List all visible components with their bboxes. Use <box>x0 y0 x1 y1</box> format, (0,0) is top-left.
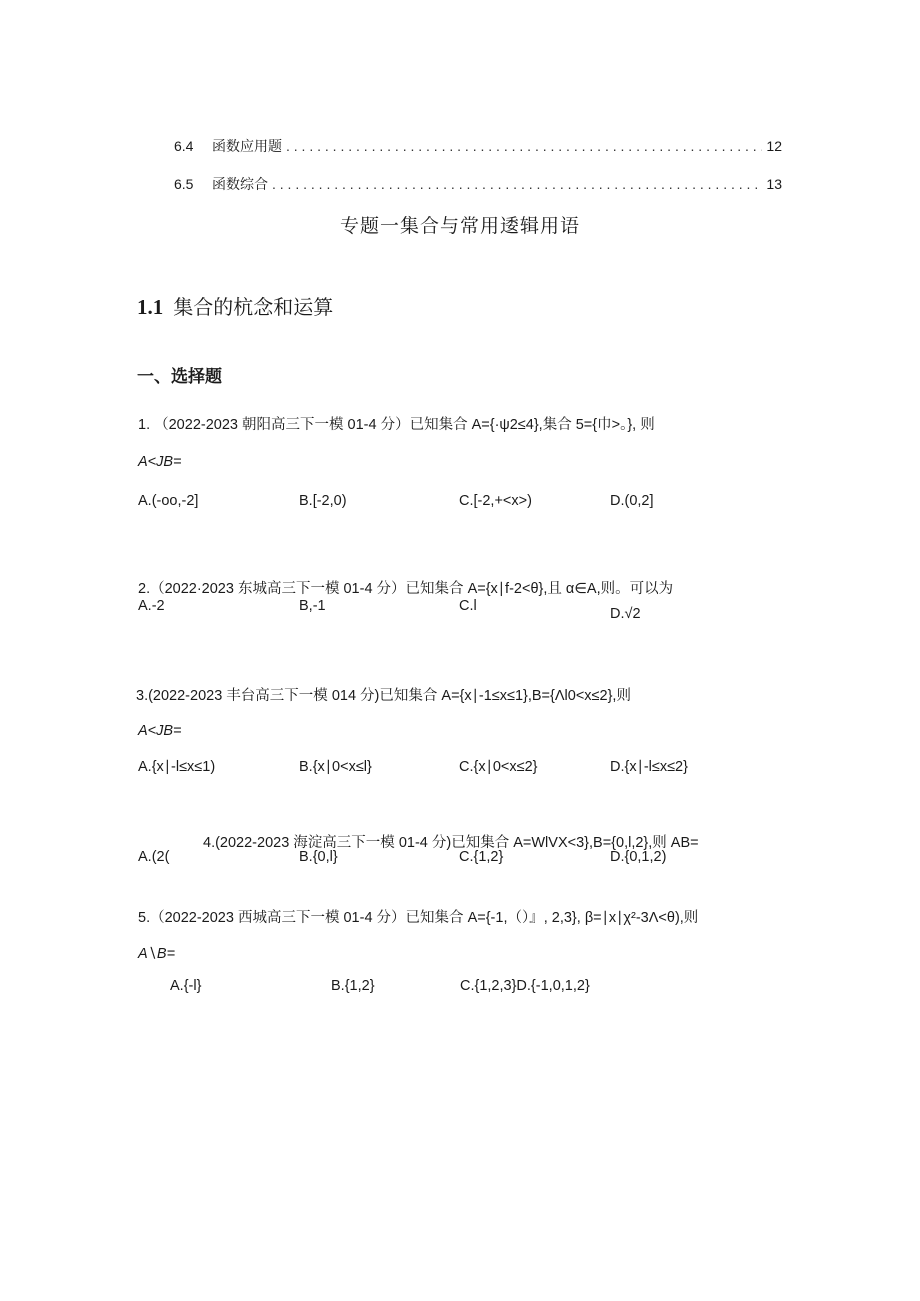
option-c[interactable]: C.l <box>459 598 477 614</box>
option-a[interactable]: A.(-oo,-2] <box>138 493 199 509</box>
question-stem: 3.(2022-2023 丰台高三下一模 014 分)已知集合 A={x∣-1≤x≤1},B={Λl0<x≤2},则 <box>136 688 631 704</box>
question-stem: 1. （2022-2023 朝阳高三下一模 01-4 分）已知集合 A={·ψ2≤4},集合 5={巾>。}, 则 <box>138 417 655 433</box>
option-d[interactable]: D.{x∣-l≤x≤2} <box>610 759 688 775</box>
question-stem: 4.(2022-2023 海淀高三下一模 01-4 分)已知集合 A=WlVX<3},B={0,l,2},则 AB= <box>203 835 699 851</box>
option-b[interactable]: B.{0,l} <box>299 849 338 865</box>
option-c[interactable]: C.{x∣0<x≤2} <box>459 759 538 775</box>
toc-number: 6.4 <box>174 138 194 154</box>
toc-title: 函数综合 <box>212 176 268 192</box>
toc-entry[interactable] <box>174 174 782 194</box>
option-b[interactable]: B.{1,2} <box>331 978 375 994</box>
section-title: 集合的杭念和运算 <box>173 295 334 319</box>
option-b[interactable]: B.{x∣0<x≤l} <box>299 759 372 775</box>
question-expression: A<JB= <box>138 723 182 739</box>
option-d[interactable]: D.√2 <box>610 606 641 622</box>
option-b[interactable]: B,-1 <box>299 598 326 614</box>
option-c[interactable]: C.[-2,+<x>) <box>459 493 532 509</box>
toc-entry[interactable] <box>174 136 782 156</box>
chapter-title: 专题一集合与常用逶辑用语 <box>339 215 580 237</box>
question-stem: 2.（2022·2023 东城高三下一模 01-4 分）已知集合 A={x∣f-2<θ},且 α∈A,则。可以为 <box>138 581 674 597</box>
option-c[interactable]: C.{1,2} <box>459 849 504 865</box>
option-b[interactable]: B.[-2,0) <box>299 493 347 509</box>
toc-leader-dots <box>286 138 762 154</box>
option-a[interactable]: A.-2 <box>138 598 165 614</box>
question-stem: 5.（2022-2023 西城高三下一模 01-4 分）已知集合 A={-1,（）』, 2,3}, β=∣x∣χ²-3Λ<θ),则 <box>138 910 699 926</box>
option-d[interactable]: D.{0,1,2) <box>610 849 667 865</box>
section-heading <box>137 291 333 320</box>
part-heading: 一、选择题 <box>137 367 222 386</box>
option-a[interactable]: A.{x∣-l≤x≤1) <box>138 759 216 775</box>
toc-number: 6.5 <box>174 176 194 192</box>
toc-leader-dots <box>272 176 762 192</box>
option-a[interactable]: A.{-l} <box>170 978 202 994</box>
option-c-d[interactable]: C.{1,2,3}D.{-1,0,1,2} <box>460 978 590 994</box>
option-a[interactable]: A.(2( <box>138 849 170 865</box>
toc-title: 函数应用题 <box>212 138 282 154</box>
option-d[interactable]: D.(0,2] <box>610 493 654 509</box>
question-expression: A<JB= <box>138 454 182 470</box>
toc-page-number: 13 <box>766 176 782 192</box>
toc-page-number: 12 <box>766 138 782 154</box>
section-number: 1.1 <box>137 295 164 319</box>
question-expression: A∖B= <box>138 946 176 962</box>
